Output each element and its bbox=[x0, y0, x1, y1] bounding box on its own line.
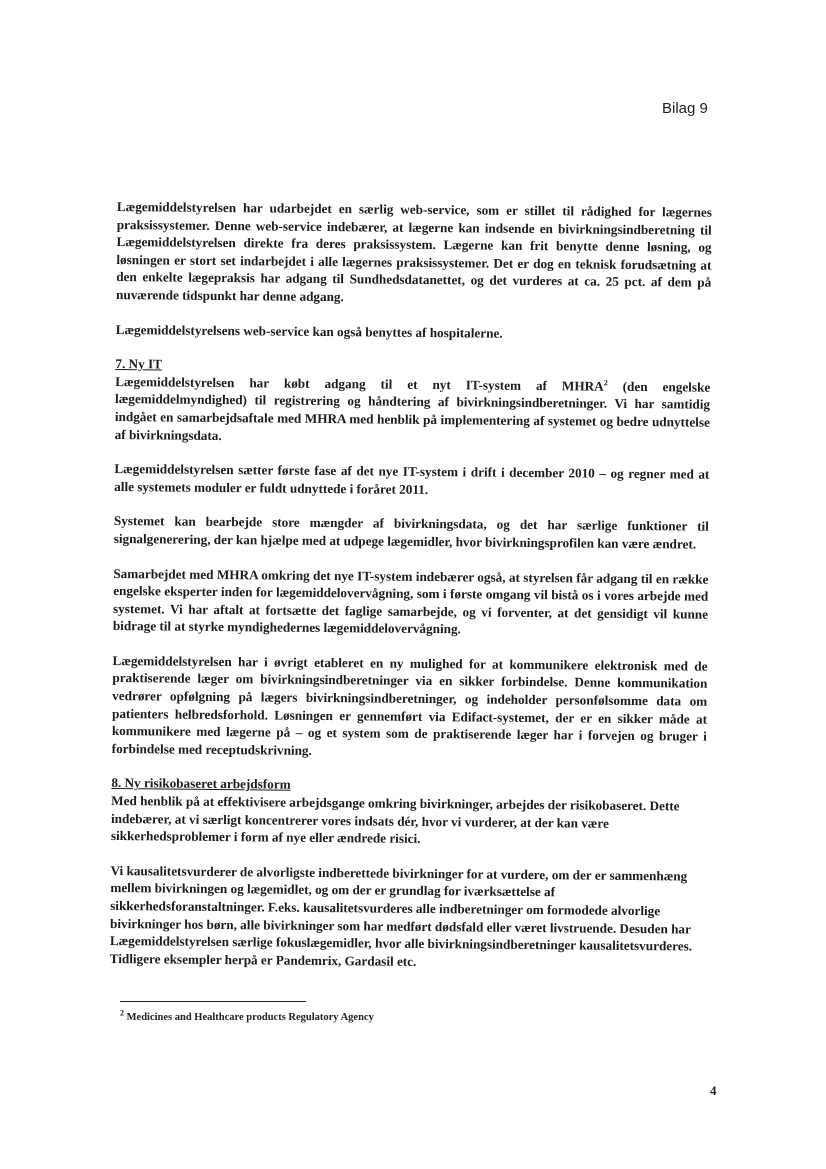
section-7-paragraph-3: Systemet kan bearbejde store mængder af bivirkningsdata, og det har særlige funktioner til signalgenerering, der kan hjælpe med at udpege lægemidler, hvor bivirkningsprofilen kan være ændret. bbox=[113, 513, 709, 552]
section-7-paragraph-2: Lægemiddelstyrelsen sætter første fase af det nye IT-system i drift i december 2010 – og regner med at alle systemets moduler er fuldt udnyttede i foråret 2011. bbox=[114, 461, 710, 497]
section-7-paragraph-1 bbox=[115, 373, 711, 449]
footnote-reference: 2 bbox=[603, 378, 608, 388]
section-8-heading: 8. Ny risikobaseret arbejdsform bbox=[111, 775, 291, 793]
footnote-divider bbox=[120, 1001, 306, 1002]
footnote-marker: 2 bbox=[120, 1008, 124, 1018]
intro-paragraph-1: Lægemiddelstyrelsen har udarbejdet en særlig web-service, som er stillet til rådighed for lægernes praksissystemer. Denne web-service indebærer, at lægerne kan indsende en bivirkningsindberetning til Lægemiddelstyrelsen direkte fra deres praksissystem. Lægerne kan frit benytte denne løsning, og løsningen er stort set indarbejdet i alle lægernes praksissystemer. Det er dog en teknisk forudsætning at den enkelte lægepraksis har adgang til Sundhedsdatanettet, og det vurderes at ca. 25 pct. af dem på nuværende tidspunkt har denne adgang. bbox=[116, 198, 712, 305]
intro-paragraph-2: Lægemiddelstyrelsens web-service kan også benyttes af hospitalerne. bbox=[115, 321, 503, 341]
section-7-paragraph-5: Lægemiddelstyrelsen har i øvrigt etableret en ny mulighed for at kommunikere elektronisk med de praktiserende læger om bivirkningsindberetninger via en sikker forbindelse. Denne kommunikation vedrører opfølgning på lægers bivirkningsindberetninger, og indeholder personfølsomme data om patienters helbredsforhold. Løsningen er gennemført via Edifact-systemet, der er en sikker måde at kommunikere med lægerne på – og et system som de praktiserende læger har i forvejen og bruger i forbindelse med receptudskrivning. bbox=[111, 652, 708, 758]
section-7-paragraph-1-start: Lægemiddelstyrelsen har købt adgang til et nyt IT-system af MHRA bbox=[115, 373, 604, 394]
footnote-text: Medicines and Healthcare products Regulatory Agency bbox=[124, 1012, 374, 1023]
section-7-paragraph-4: Samarbejdet med MHRA omkring det nye IT-system indebærer også, at styrelsen får adgang til en række engelske eksperter inden for lægemiddelovervågning, som i første omgang vil bistå os i vores arbejde med systemet. Vi har aftalt at fortsætte det faglige samarbejde, og vi forventer, at det gensidigt vil kunne bidrage til at styrke myndighedernes lægemiddelovervågning. bbox=[112, 565, 709, 637]
section-8-paragraph-1: Med henblik på at effektivisere arbejdsgange omkring bivirkninger, arbejdes der risikobaseret. Dette indebærer, at vi særligt koncentrerer vores indsats dér, hvor vi vurderer, at der kan være sikkerhedsproblemer i form af nye eller ændrede risici. bbox=[110, 793, 680, 847]
section-7-heading: 7. Ny IT bbox=[115, 356, 163, 372]
section-8-paragraph-2: Vi kausalitetsvurderer de alvorligste indberettede bivirkninger for at vurdere, om der er sammenhæng mellem bivirkningen og lægemidlet, og om der er grundlag for iværksættelse af sikkerhedsforanstaltninger. F.eks. kausalitetsvurderes alle indberetninger om formodede alvorlige bivirkninger hos børn, alle bivirkninger som har medført dødsfald eller været livstruende. Desuden har Lægemiddelstyrelsen særlige fokuslægemidler, hvor alle bivirkningsindberetninger kausalitetsvurderes. Tidligere eksempler herpå er Pandemrix, Gardasil etc. bbox=[109, 862, 693, 969]
appendix-label: Bilag 9 bbox=[662, 100, 708, 117]
page-number: 4 bbox=[710, 1083, 717, 1098]
section-7-paragraph-1-end: (den engelske lægemiddelmyndighed) til registrering og håndtering af bivirkningsindberetninger. Vi har samtidig indgået en samarbejdsaftale med MHRA med henblik på implementering af systemet og bedre udnyttelse af bivirkningsdata. bbox=[114, 378, 711, 443]
footnote bbox=[120, 1008, 374, 1023]
body-text bbox=[109, 198, 712, 990]
